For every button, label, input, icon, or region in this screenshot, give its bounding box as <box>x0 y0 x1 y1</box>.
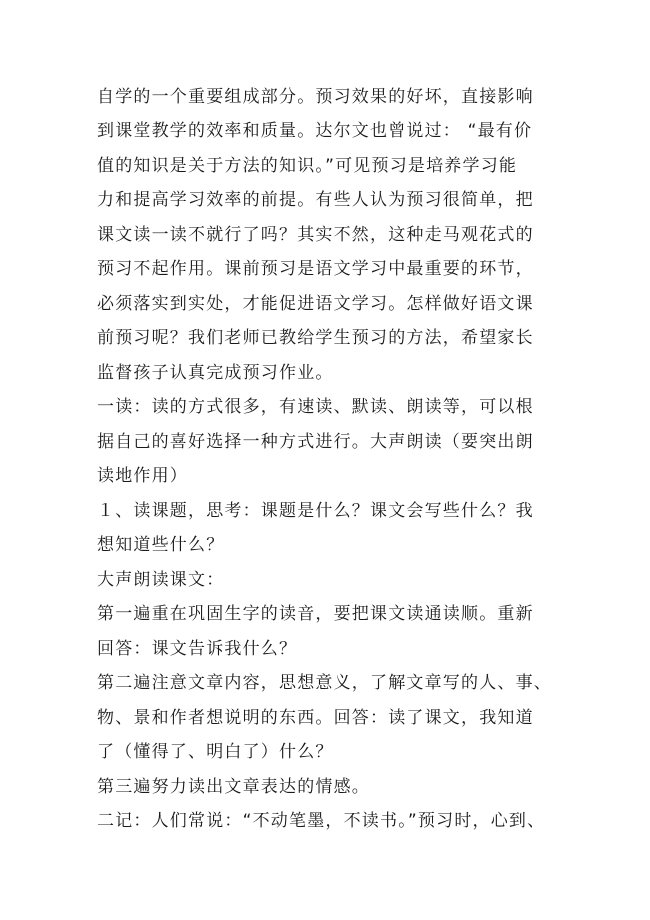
text-line: 二记：人们常说：“不动笔墨，不读书。”预习时，心到、 <box>97 811 546 831</box>
text-line: 据自己的喜好选择一种方式进行。大声朗读（要突出朗 <box>97 432 534 452</box>
text-line: 监督孩子认真完成预习作业。 <box>97 363 334 383</box>
text-line: 力和提高学习效率的前提。有些人认为预习很简单，把 <box>97 190 534 210</box>
text-line: 了（懂得了、明白了）什么？ <box>97 742 334 762</box>
text-line: 前预习呢？我们老师已教给学生预习的方法，希望家长 <box>97 328 534 348</box>
text-line: 课文读一读不就行了吗？其实不然，这种走马观花式的 <box>97 225 534 245</box>
text-line: 第一遍重在巩固生字的读音，要把课文读通读顺。重新 <box>97 604 534 624</box>
text-line: 第二遍注意文章内容，思想意义，了解文章写的人、事、 <box>97 673 552 693</box>
text-line: 自学的一个重要组成部分。预习效果的好坏，直接影响 <box>97 87 534 107</box>
text-line: 第三遍努力读出文章表达的情感。 <box>97 777 370 797</box>
text-line: 读地作用） <box>97 466 188 486</box>
text-line: 值的知识是关于方法的知识。”可见预习是培养学习能 <box>97 156 518 176</box>
text-line: 回答：课文告诉我什么？ <box>97 639 298 659</box>
text-line: 物、景和作者想说明的东西。回答：读了课文，我知道 <box>97 708 534 728</box>
text-line: 到课堂教学的效率和质量。达尔文也曾说过： “最有价 <box>97 121 533 141</box>
text-line: 必须落实到实处，才能促进语文学习。怎样做好语文课 <box>97 294 534 314</box>
text-line: 想知道些什么？ <box>97 535 225 555</box>
text-line: 一读：读的方式很多，有速读、默读、朗读等，可以根 <box>97 397 534 417</box>
text-line: 大声朗读课文： <box>97 570 225 590</box>
text-line: 预习不起作用。课前预习是语文学习中最重要的环节， <box>97 259 534 279</box>
text-line: １、读课题，思考：课题是什么？课文会写些什么？我 <box>97 501 534 521</box>
